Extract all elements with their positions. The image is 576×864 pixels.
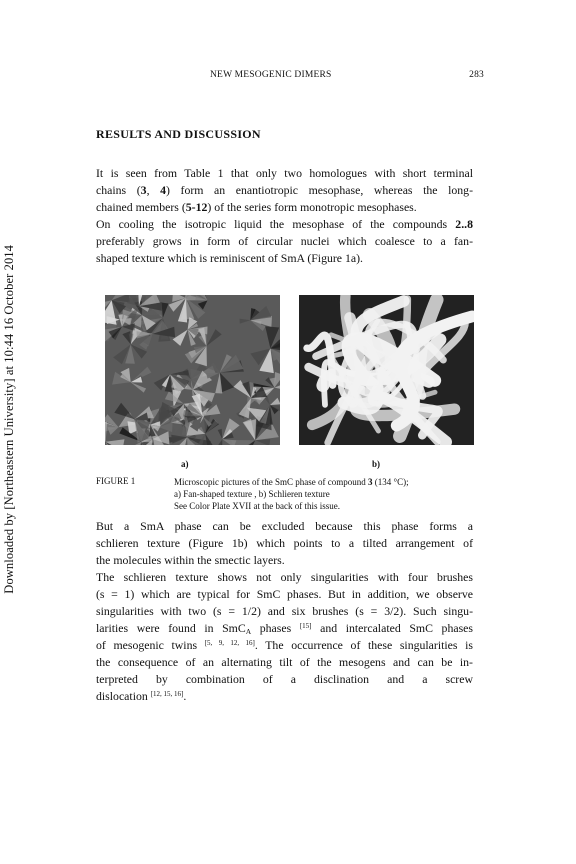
paragraph-2-line-5: (s = 1) which are typical for SmC phases. But in addition, we observe — [96, 587, 473, 601]
figure-caption-line-1: Microscopic pictures of the SmC phase of compound 3 (134 °C); — [174, 477, 409, 487]
running-title: NEW MESOGENIC DIMERS — [210, 70, 332, 80]
figure-label-a: a) — [181, 459, 189, 469]
paragraph-2-line-11: dislocation [12, 15, 16]. — [96, 689, 187, 703]
figure-caption-line-2: a) Fan-shaped texture , b) Schlieren texture — [174, 489, 330, 499]
paragraph-2-line-6: singularities with two (s = 1/2) and six brushes (s = 3/2). Such singu- — [96, 604, 473, 618]
paragraph-2-line-4: The schlieren texture shows not only singularities with four brushes — [96, 570, 473, 584]
paragraph-2-line-7: larities were found in SmC$_A$ phases [15] and intercalated SmC phases — [96, 621, 473, 636]
paragraph-2-line-1: But a SmA phase can be excluded because this phase forms a — [96, 519, 473, 533]
paragraph-2-line-3: the molecules within the smectic layers. — [96, 553, 285, 567]
paragraph-1-line-3: chained members (5-12) of the series form monotropic mesophases. — [96, 200, 417, 214]
paragraph-1-line-1: It is seen from Table 1 that only two homologues with short terminal — [96, 166, 473, 180]
paragraph-1-line-6: shaped texture which is reminiscent of SmA (Figure 1a). — [96, 251, 364, 265]
paragraph-1-line-4: On cooling the isotropic liquid the mesophase of the compounds 2..8 — [96, 217, 473, 231]
section-heading: RESULTS AND DISCUSSION — [96, 127, 261, 141]
paragraph-2 — [96, 518, 473, 705]
paragraph-2-line-8: of mesogenic twins [5, 9, 12, 16]. The occurrence of these singularities is — [96, 638, 473, 652]
paragraph-1 — [96, 165, 473, 267]
figure-label-b: b) — [372, 459, 381, 469]
paragraph-2-line-9: the consequence of an alternating tilt of the mesogens and can be in- — [96, 655, 473, 669]
page-number: 283 — [469, 70, 484, 80]
paragraph-1-line-5: preferably grows in form of circular nuclei which coalesce to a fan- — [96, 234, 473, 248]
download-watermark: Downloaded by [Northeastern University] at 10:44 16 October 2014 — [2, 245, 16, 594]
figure-caption-label: FIGURE 1 — [96, 476, 136, 486]
figure-caption-line-3: See Color Plate XVII at the back of this issue. — [174, 501, 340, 511]
figure-caption — [174, 476, 409, 512]
paragraph-2-line-10: terpreted by combination of a disclination and a screw — [96, 672, 473, 686]
paragraph-1-line-2: chains (3, 4) form an enantiotropic mesophase, whereas the long- — [96, 183, 474, 197]
figure-1a-fan-texture — [105, 295, 280, 445]
paragraph-2-line-2: schlieren texture (Figure 1b) which points to a tilted arrangement of — [96, 536, 473, 550]
figure-1b-schlieren-texture — [299, 295, 474, 445]
